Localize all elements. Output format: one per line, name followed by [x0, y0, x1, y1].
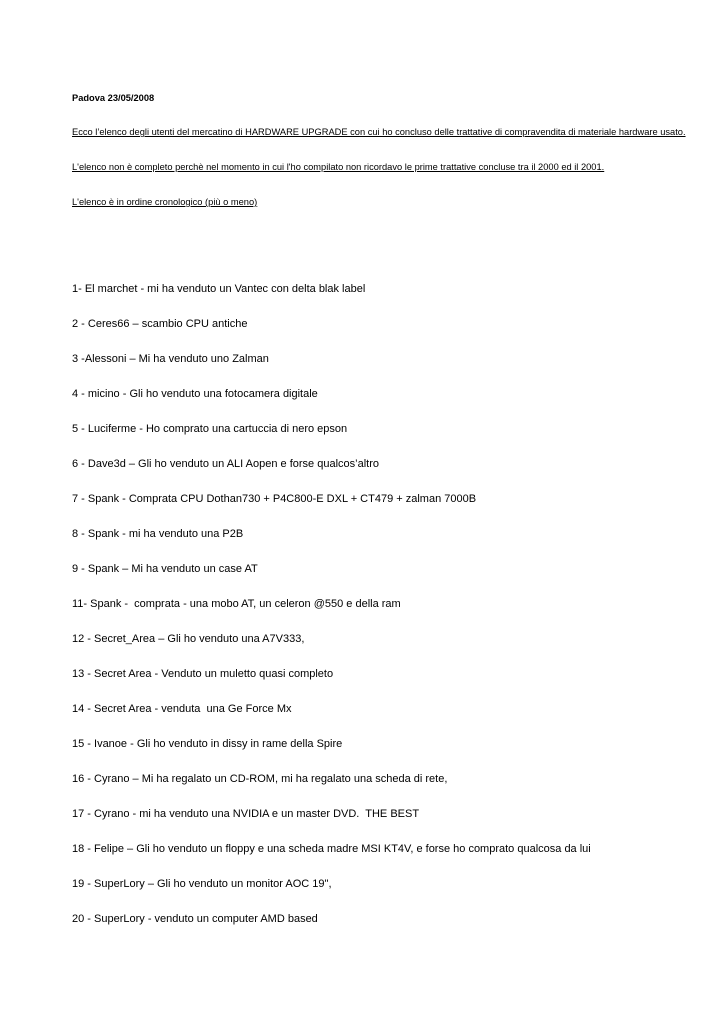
document-date-header: Padova 23/05/2008 [72, 93, 155, 103]
list-item: 20 - SuperLory - venduto un computer AMD based [72, 913, 318, 925]
list-item: 5 - Luciferme - Ho comprato una cartuccia di nero epson [72, 423, 348, 435]
list-item: 6 - Dave3d – Gli ho venduto un ALI Aopen e forse qualcos’altro [72, 458, 379, 470]
list-item: 12 - Secret_Area – Gli ho venduto una A7V333, [72, 633, 305, 645]
intro-line-3: L'elenco è in ordine cronologico (più o meno) [72, 197, 258, 207]
list-item: 19 - SuperLory – Gli ho venduto un monitor AOC 19", [72, 878, 332, 890]
intro-line-2: L'elenco non è completo perchè nel momento in cui l'ho compilato non ricordavo le prime trattative concluse tra il 2000 ed il 2001. [72, 162, 605, 172]
list-item: 9 - Spank – Mi ha venduto un case AT [72, 563, 258, 575]
list-item: 13 - Secret Area - Venduto un muletto quasi completo [72, 668, 334, 680]
list-item: 14 - Secret Area - venduta una Ge Force Mx [72, 703, 292, 715]
list-item: 3 -Alessoni – Mi ha venduto uno Zalman [72, 353, 269, 365]
list-item: 4 - micino - Gli ho venduto una fotocamera digitale [72, 388, 318, 400]
list-item: 16 - Cyrano – Mi ha regalato un CD-ROM, mi ha regalato una scheda di rete, [72, 773, 448, 785]
intro-line-1: Ecco l’elenco degli utenti del mercatino di HARDWARE UPGRADE con cui ho concluso delle trattative di compravendita di materiale hardware usato. [72, 127, 686, 137]
list-item: 15 - Ivanoe - Gli ho venduto in dissy in rame della Spire [72, 738, 343, 750]
list-item: 18 - Felipe – Gli ho venduto un floppy e una scheda madre MSI KT4V, e forse ho comprato qualcosa da lui [72, 843, 591, 855]
list-item: 1- El marchet - mi ha venduto un Vantec con delta blak label [72, 283, 366, 295]
list-item: 17 - Cyrano - mi ha venduto una NVIDIA e un master DVD. THE BEST [72, 808, 420, 820]
list-item: 8 - Spank - mi ha venduto una P2B [72, 528, 244, 540]
list-item: 7 - Spank - Comprata CPU Dothan730 + P4C800-E DXL + CT479 + zalman 7000B [72, 493, 477, 505]
list-item: 2 - Ceres66 – scambio CPU antiche [72, 318, 248, 330]
list-item: 11- Spank - comprata - una mobo AT, un celeron @550 e della ram [72, 598, 401, 610]
transaction-list [72, 282, 591, 947]
